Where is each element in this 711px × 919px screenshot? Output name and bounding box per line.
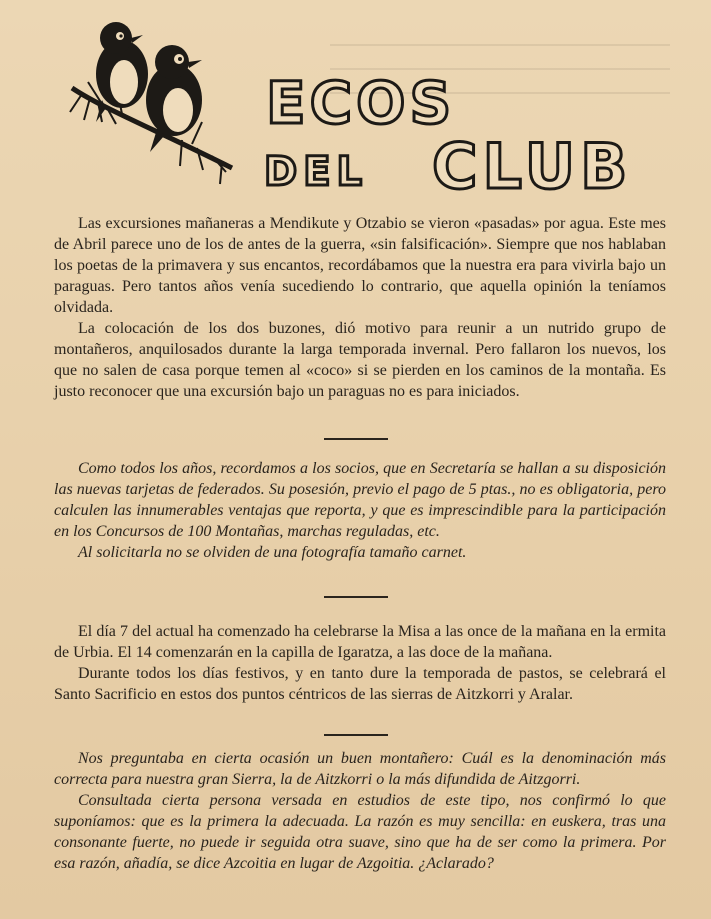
excursions-section: [54, 213, 666, 402]
cards-section: [54, 458, 666, 563]
name-section: [54, 748, 666, 874]
mass-section: [54, 621, 666, 705]
section-divider: [324, 438, 388, 440]
title-del: DEL: [264, 149, 369, 195]
excursions-paragraph-1: Las excursiones mañaneras a Mendikute y Otzabio se vieron «pasadas» por agua. Este mes de Abril parece uno de los de antes de la guerra, «sin falsificación». Siempre que nos hablaban los poetas de la primavera y sus encantos, recordábamos que la nuestra era para vivirla bajo un paraguas. Pero tantos años venía sucediendo lo contrario, que aquella opinión la teníamos olvidada.: [54, 215, 666, 316]
section-divider: [324, 734, 388, 736]
title-club: CLUB: [432, 130, 633, 203]
cards-paragraph-1: Como todos los años, recordamos a los socios, que en Secretaría se hallan a su disposición las nuevas tarjetas de federados. Su posesión, previo el pago de 5 ptas., no es obligatoria, pero calculen las innumerables ventajas que reporta, y que es imprescindible para la participación en los Concursos de 100 Montañas, marchas reguladas, etc.: [54, 460, 666, 540]
mass-paragraph-2: Durante todos los días festivos, y en tanto dure la temporada de pastos, se celebrará el Santo Sacrificio en estos dos puntos céntricos de las sierras de Aitzkorri y Aralar.: [54, 665, 666, 703]
name-paragraph-1: Nos preguntaba en cierta ocasión un buen montañero: Cuál es la denominación más correcta para nuestra gran Sierra, la de Aitzkorri o la más difundida de Aitzgorri.: [54, 750, 666, 788]
cards-paragraph-2: Al solicitarla no se olviden de una fotografía tamaño carnet.: [78, 544, 467, 561]
mass-paragraph-1: El día 7 del actual ha comenzado ha celebrarse la Misa a las once de la mañana en la ermita de Urbia. El 14 comenzarán en la capilla de Igaratza, a las doce de la mañana.: [54, 623, 666, 661]
birds-on-branch-icon: [62, 18, 242, 190]
name-paragraph-2: Consultada cierta persona versada en estudios de este tipo, nos confirmó lo que suponíamos: que es la primera la adecuada. La razón es muy sencilla: en euskera, tras una consonante fuerte, no puede ir seguida otra suave, sino que ha de ser como la primera. Por esa razón, añadía, se dice Azcoitia en lugar de Azgoitia. ¿Aclarado?: [54, 792, 666, 872]
excursions-paragraph-2: La colocación de los dos buzones, dió motivo para reunir a un nutrido grupo de montañeros, anquilosados durante la larga temporada invernal. Pero fallaron los nuevos, los que no salen de casa porque temen al «coco» si se pierden en los caminos de la montaña. Es justo reconocer que una excursión bajo un paraguas no es para iniciados.: [54, 320, 666, 400]
section-title: [262, 69, 692, 203]
section-divider: [324, 596, 388, 598]
title-ecos: ECOS: [266, 69, 456, 137]
